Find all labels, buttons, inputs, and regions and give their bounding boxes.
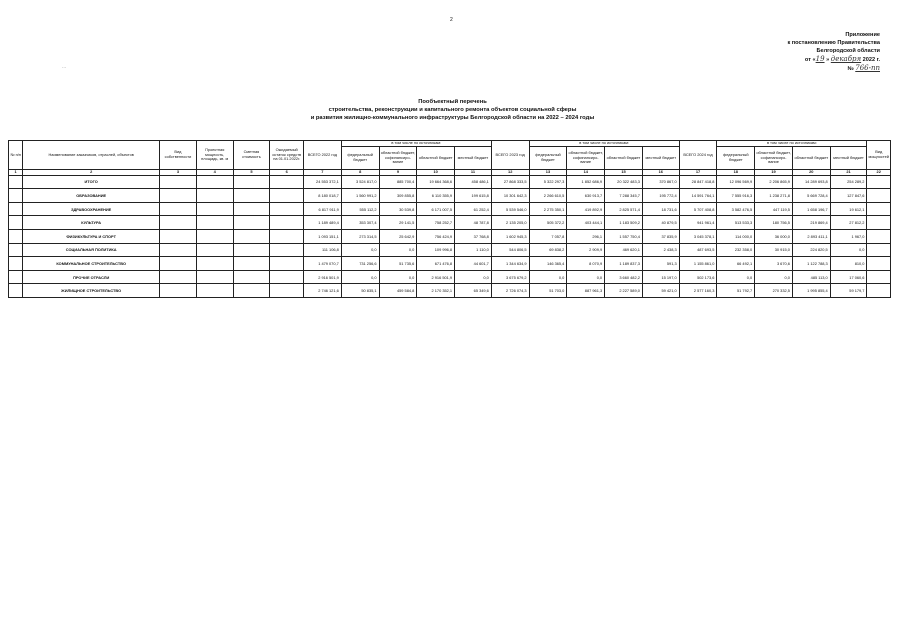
row-num-cell [9, 284, 23, 298]
appendix-date [760, 55, 880, 64]
value-cell: 8 180 018,7 [304, 189, 342, 203]
column-number: 5 [233, 170, 270, 176]
value-cell: 1 093 151,1 [304, 229, 342, 243]
value-cell: 2 135 205,0 [491, 216, 529, 230]
value-cell: 630 913,7 [567, 189, 605, 203]
value-cell: 17 060,6 [830, 270, 867, 284]
header-total-2022: ВСЕГО 2022 год [304, 141, 342, 170]
value-cell: 3 045 378,1 [679, 229, 717, 243]
number-prefix: № [847, 66, 854, 72]
empty-cell [233, 229, 270, 243]
header-total-2023: ВСЕГО 2023 год [491, 141, 529, 170]
value-cell: 0,0 [830, 243, 867, 257]
value-cell: 40 879,5 [642, 216, 679, 230]
column-number: 16 [642, 170, 679, 176]
value-cell: 30 539,8 [379, 202, 417, 216]
header-local-2024: местный бюджет [830, 147, 867, 170]
value-cell: 51 792,7 [717, 284, 755, 298]
value-cell: 7 555 916,3 [717, 189, 755, 203]
header-federal-2023: федеральный бюджет [529, 147, 567, 170]
column-number: 8 [341, 170, 379, 176]
column-number: 3 [160, 170, 197, 176]
value-cell: 370 867,0 [642, 175, 679, 189]
empty-cell [270, 229, 304, 243]
value-cell: 2 746 121,6 [304, 284, 342, 298]
empty-cell [270, 216, 304, 230]
objects-table [8, 140, 891, 298]
table-row [9, 216, 891, 230]
header-capacity-type: Вид мощностей [867, 141, 891, 170]
empty-cell [196, 202, 233, 216]
empty-cell [270, 189, 304, 203]
title-line3: и развития жилищно-коммунального инфраструктуры Белгородской области на 2022 – 2024 годы [310, 115, 595, 121]
value-cell: 485 113,0 [792, 270, 830, 284]
row-name: ОБРАЗОВАНИЕ [23, 189, 160, 203]
empty-cell [233, 202, 270, 216]
value-cell: 3 524 817,0 [341, 175, 379, 189]
empty-cell [270, 270, 304, 284]
table-row [9, 284, 891, 298]
empty-cell [270, 257, 304, 271]
column-number: 13 [529, 170, 567, 176]
value-cell: 403 444,1 [567, 216, 605, 230]
header-sources-2023: в том числе по источникам: [529, 141, 679, 147]
value-cell: 2 206 865,9 [755, 175, 793, 189]
value-cell: 941 961,4 [679, 216, 717, 230]
header-local-2023: местный бюджет [642, 147, 679, 170]
value-cell: 0,0 [341, 270, 379, 284]
column-number: 2 [23, 170, 160, 176]
column-number: 22 [867, 170, 891, 176]
column-number: 12 [491, 170, 529, 176]
row-num-cell [9, 270, 23, 284]
value-cell: 36 000,0 [755, 229, 793, 243]
column-number: 6 [270, 170, 304, 176]
value-cell: 37 768,8 [455, 229, 492, 243]
column-number: 20 [792, 170, 830, 176]
header-total-2024: ВСЕГО 2024 год [679, 141, 717, 170]
value-cell: 5 707 408,8 [679, 202, 717, 216]
empty-cell [270, 243, 304, 257]
row-num-cell [9, 229, 23, 243]
value-cell: 591,3 [642, 257, 679, 271]
value-cell: 12 096 569,9 [717, 175, 755, 189]
capacity-type-cell [867, 216, 891, 230]
empty-cell [196, 257, 233, 271]
value-cell: 50 835,1 [341, 284, 379, 298]
value-cell: 2 266 610,5 [529, 189, 567, 203]
value-cell: 0,0 [717, 270, 755, 284]
value-cell: 3 582 476,5 [717, 202, 755, 216]
empty-cell [196, 175, 233, 189]
empty-cell [196, 189, 233, 203]
capacity-type-cell [867, 229, 891, 243]
row-num-cell [9, 202, 23, 216]
empty-cell [160, 284, 197, 298]
appendix-number [760, 64, 880, 73]
empty-cell [160, 243, 197, 257]
value-cell: 353 307,4 [341, 216, 379, 230]
value-cell: 2 916 501,9 [417, 270, 455, 284]
value-cell: 8 070,9 [567, 257, 605, 271]
page-number: 2 [450, 17, 453, 23]
date-day: 19 [815, 55, 825, 63]
value-cell: 109 996,8 [417, 243, 455, 257]
value-cell: 30 915,0 [755, 243, 793, 257]
value-cell: 10 301 642,3 [491, 189, 529, 203]
value-cell: 309 855,8 [379, 189, 417, 203]
empty-cell [233, 284, 270, 298]
number-value: 766-пп [855, 64, 880, 72]
table-row [9, 270, 891, 284]
table-row [9, 202, 891, 216]
value-cell: 1 658 196,7 [792, 202, 830, 216]
empty-cell [196, 284, 233, 298]
value-cell: 29 141,5 [379, 216, 417, 230]
value-cell: 0,0 [567, 270, 605, 284]
value-cell: 7 057,8 [529, 229, 567, 243]
empty-cell [233, 175, 270, 189]
value-cell: 1 238 271,8 [755, 189, 793, 203]
column-number: 10 [417, 170, 455, 176]
value-cell: 2 170 352,1 [417, 284, 455, 298]
value-cell: 59 421,0 [642, 284, 679, 298]
header-remainder: Ожидаемый остаток средств на 01.01.2022г. [270, 141, 304, 170]
value-cell: 114 000,0 [717, 229, 755, 243]
value-cell: 44 601,7 [455, 257, 492, 271]
table-row [9, 243, 891, 257]
value-cell: 0,0 [379, 270, 417, 284]
value-cell: 65 349,6 [455, 284, 492, 298]
value-cell: 37 835,9 [642, 229, 679, 243]
value-cell: 20 322 483,3 [605, 175, 643, 189]
value-cell: 48 787,8 [455, 216, 492, 230]
value-cell: 224 820,5 [792, 243, 830, 257]
value-cell: 469 620,1 [605, 243, 643, 257]
column-number: 14 [567, 170, 605, 176]
row-name: КОММУНАЛЬНОЕ СТРОИТЕЛЬСТВО [23, 257, 160, 271]
empty-cell [196, 270, 233, 284]
header-regional-cofin-2023: областной бюджет, софинансиро-вание [567, 147, 605, 170]
value-cell: 5 669 728,4 [792, 189, 830, 203]
empty-cell [233, 243, 270, 257]
value-cell: 758 252,7 [417, 216, 455, 230]
header-local-2022: местный бюджет [455, 147, 492, 170]
value-cell: 6 110 355,9 [417, 189, 455, 203]
empty-cell [233, 216, 270, 230]
column-number: 21 [830, 170, 867, 176]
header-regional-2022: областной бюджет [417, 147, 455, 170]
value-cell: 1 479 070,7 [304, 257, 342, 271]
table-row [9, 175, 891, 189]
value-cell: 195 772,4 [642, 189, 679, 203]
value-cell: 273 314,5 [341, 229, 379, 243]
header-estimate: Сметная стоимость [233, 141, 270, 170]
row-num-cell [9, 243, 23, 257]
value-cell: 296,1 [567, 229, 605, 243]
value-cell: 0,0 [455, 270, 492, 284]
value-cell: 502 173,6 [679, 270, 717, 284]
value-cell: 199 615,8 [455, 189, 492, 203]
empty-cell [233, 270, 270, 284]
header-federal-2024: федеральный бюджет [717, 147, 755, 170]
value-cell: 1 110,0 [455, 243, 492, 257]
capacity-type-cell [867, 175, 891, 189]
value-cell: 19 612,1 [830, 202, 867, 216]
empty-cell [270, 284, 304, 298]
appendix-block [760, 31, 880, 73]
value-cell: 61 252,4 [455, 202, 492, 216]
value-cell: 756 424,9 [417, 229, 455, 243]
empty-cell [160, 270, 197, 284]
date-month: декабря [830, 55, 862, 63]
value-cell: 1 183 509,2 [605, 216, 643, 230]
value-cell: 810,0 [830, 257, 867, 271]
capacity-type-cell [867, 243, 891, 257]
column-number: 7 [304, 170, 342, 176]
value-cell: 2 893 411,1 [792, 229, 830, 243]
value-cell: 19 664 368,6 [417, 175, 455, 189]
value-cell: 3 675 679,2 [491, 270, 529, 284]
value-cell: 18 731,6 [642, 202, 679, 216]
value-cell: 2 227 589,0 [605, 284, 643, 298]
value-cell: 2 825 571,4 [605, 202, 643, 216]
value-cell: 28 847 418,8 [679, 175, 717, 189]
value-cell: 1 155 861,0 [679, 257, 717, 271]
value-cell: 2 275 350,1 [529, 202, 567, 216]
table-row [9, 229, 891, 243]
value-cell: 0,0 [341, 243, 379, 257]
column-number: 9 [379, 170, 417, 176]
value-cell: 14 289 693,8 [792, 175, 830, 189]
date-prefix: от « [804, 57, 816, 63]
value-cell: 1 602 945,3 [491, 229, 529, 243]
row-num-cell [9, 175, 23, 189]
value-cell: 544 806,5 [491, 243, 529, 257]
value-cell: 1 995 855,4 [792, 284, 830, 298]
empty-cell [160, 189, 197, 203]
capacity-type-cell [867, 202, 891, 216]
value-cell: 1 560 991,2 [341, 189, 379, 203]
value-cell: 885 700,4 [379, 175, 417, 189]
value-cell: 5 322 297,3 [529, 175, 567, 189]
value-cell: 7 288 345,7 [605, 189, 643, 203]
row-name: ЖИЛИЩНОЕ СТРОИТЕЛЬСТВО [23, 284, 160, 298]
appendix-line3: Белгородской области [816, 48, 880, 54]
capacity-type-cell [867, 189, 891, 203]
value-cell: 458 486,1 [455, 175, 492, 189]
value-cell: 1 189 489,4 [304, 216, 342, 230]
value-cell: 219 869,4 [792, 216, 830, 230]
row-num-cell [9, 257, 23, 271]
value-cell: 1 344 634,9 [491, 257, 529, 271]
empty-cell [160, 202, 197, 216]
header-regional-cofin-2022: областной бюджет, софинансиро-вание [379, 147, 417, 170]
value-cell: 2 916 501,9 [304, 270, 342, 284]
value-cell: 1 967,0 [830, 229, 867, 243]
value-cell: 51 735,6 [379, 257, 417, 271]
table-body [9, 175, 891, 297]
value-cell: 51 703,0 [529, 284, 567, 298]
value-cell: 731 256,6 [341, 257, 379, 271]
value-cell: 15 197,0 [642, 270, 679, 284]
header-federal-2022: федеральный бюджет [341, 147, 379, 170]
column-number: 1 [9, 170, 23, 176]
value-cell: 25 642,9 [379, 229, 417, 243]
value-cell: 14 591 764,1 [679, 189, 717, 203]
column-number: 15 [605, 170, 643, 176]
column-number: 4 [196, 170, 233, 176]
value-cell: 3 670,6 [755, 257, 793, 271]
value-cell: 1 557 750,4 [605, 229, 643, 243]
header-regional-2023: областной бюджет [605, 147, 643, 170]
value-cell: 419 892,9 [567, 202, 605, 216]
value-cell: 69 838,2 [529, 243, 567, 257]
row-name: ЗДРАВООХРАНЕНИЕ [23, 202, 160, 216]
header-capacity: Проектная мощность, площадь, кв. м [196, 141, 233, 170]
value-cell: 513 533,3 [717, 216, 755, 230]
empty-cell [233, 257, 270, 271]
value-cell: 1 852 686,9 [567, 175, 605, 189]
column-number: 18 [717, 170, 755, 176]
date-mid: » [826, 57, 830, 63]
value-cell: 671 476,8 [417, 257, 455, 271]
header-regional-cofin-2024: областной бюджет, софинансиро-вание [755, 147, 793, 170]
value-cell: 555 112,2 [341, 202, 379, 216]
title-line2: строительства, реконструкции и капитального ремонта объектов социальной сферы [328, 107, 577, 113]
header-num: № п/п [9, 141, 23, 170]
value-cell: 0,0 [529, 270, 567, 284]
row-num-cell [9, 189, 23, 203]
value-cell: 66 492,1 [717, 257, 755, 271]
empty-cell [160, 216, 197, 230]
value-cell: 505 372,2 [529, 216, 567, 230]
value-cell: 1 122 788,3 [792, 257, 830, 271]
value-cell: 146 365,4 [529, 257, 567, 271]
appendix-line2: к постановлению Правительства [787, 40, 880, 46]
row-name: КУЛЬТУРА [23, 216, 160, 230]
value-cell: 59 179,7 [830, 284, 867, 298]
value-cell: 232 358,0 [717, 243, 755, 257]
value-cell: 6 817 911,9 [304, 202, 342, 216]
empty-cell [160, 175, 197, 189]
value-cell: 2 577 160,3 [679, 284, 717, 298]
row-name: ПРОЧИЕ ОТРАСЛИ [23, 270, 160, 284]
header-regional-2024: областной бюджет [792, 147, 830, 170]
header-sources-2024: в том числе по источникам: [717, 141, 867, 147]
empty-cell [160, 229, 197, 243]
value-cell: 254 289,2 [830, 175, 867, 189]
value-cell: 0,0 [379, 243, 417, 257]
value-cell: 24 553 372,1 [304, 175, 342, 189]
value-cell: 887 961,3 [567, 284, 605, 298]
value-cell: 6 171 007,5 [417, 202, 455, 216]
empty-cell [196, 216, 233, 230]
value-cell: 1 189 837,3 [605, 257, 643, 271]
margin-mark: ... [62, 64, 67, 70]
value-cell: 3 660 482,2 [605, 270, 643, 284]
value-cell: 487 693,5 [679, 243, 717, 257]
header-name: Наименование заказчиков, отраслей, объектов [23, 141, 160, 170]
table-row [9, 189, 891, 203]
row-name: ФИЗИКУЛЬТУРА И СПОРТ [23, 229, 160, 243]
value-cell: 111 106,8 [304, 243, 342, 257]
value-cell: 2 726 074,3 [491, 284, 529, 298]
value-cell: 2 438,3 [642, 243, 679, 257]
appendix-line1: Приложение [845, 32, 880, 38]
header-ownership: Вид собственности [160, 141, 197, 170]
capacity-type-cell [867, 270, 891, 284]
date-year: 2022 г. [862, 57, 880, 63]
capacity-type-cell [867, 257, 891, 271]
empty-cell [160, 257, 197, 271]
column-number: 11 [455, 170, 492, 176]
empty-cell [196, 243, 233, 257]
capacity-type-cell [867, 284, 891, 298]
empty-cell [270, 202, 304, 216]
table-row [9, 257, 891, 271]
value-cell: 127 847,6 [830, 189, 867, 203]
value-cell: 270 332,5 [755, 284, 793, 298]
column-number: 17 [679, 170, 717, 176]
row-num-cell [9, 216, 23, 230]
empty-cell [196, 229, 233, 243]
value-cell: 459 584,8 [379, 284, 417, 298]
document-title [0, 98, 905, 122]
value-cell: 27 868 333,5 [491, 175, 529, 189]
row-name: ИТОГО [23, 175, 160, 189]
value-cell: 27 812,2 [830, 216, 867, 230]
value-cell: 2 909,9 [567, 243, 605, 257]
empty-cell [270, 175, 304, 189]
value-cell: 447 119,5 [755, 202, 793, 216]
header-sources-2022: в том числе по источникам: [341, 141, 491, 147]
empty-cell [233, 189, 270, 203]
value-cell: 5 539 546,0 [491, 202, 529, 216]
title-line1: Пообъектный перечень [418, 99, 487, 105]
value-cell: 180 756,5 [755, 216, 793, 230]
row-name: СОЦИАЛЬНАЯ ПОЛИТИКА [23, 243, 160, 257]
column-number: 19 [755, 170, 793, 176]
value-cell: 0,0 [755, 270, 793, 284]
